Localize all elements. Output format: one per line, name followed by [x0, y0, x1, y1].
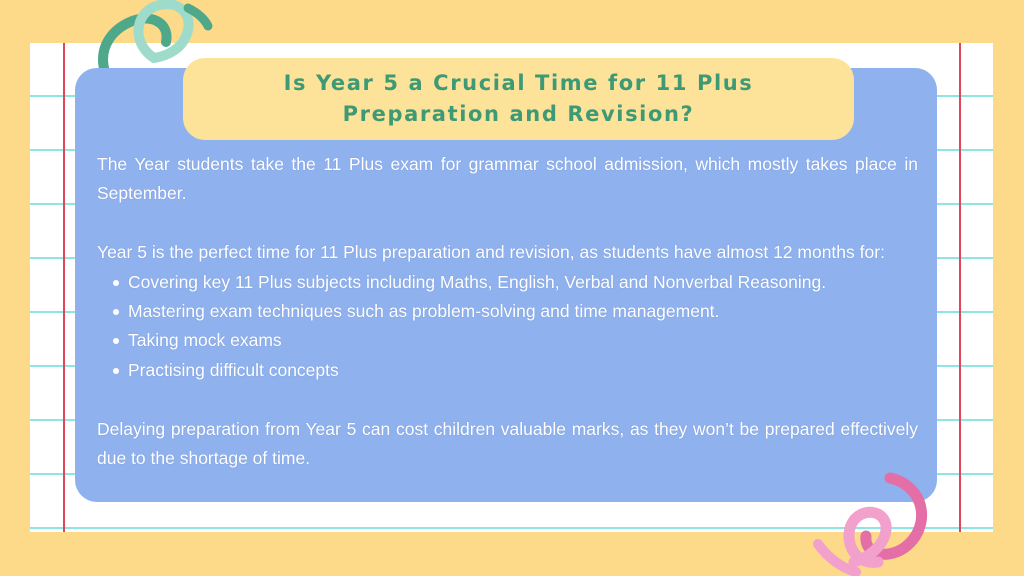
list-item: Practising difficult concepts	[112, 356, 918, 385]
title-banner	[183, 58, 854, 140]
list-item: Taking mock exams	[112, 326, 918, 355]
left-margin-line	[63, 43, 65, 532]
closing-paragraph: Delaying preparation from Year 5 can cost children valuable marks, as they won’t be prepared effectively due to the shortage of time.	[97, 418, 918, 469]
list-item: Covering key 11 Plus subjects including Maths, English, Verbal and Nonverbal Reasoning.	[112, 268, 918, 297]
right-margin-line	[959, 43, 961, 532]
page-title: Is Year 5 a Crucial Time for 11 Plus Preparation and Revision?	[283, 71, 754, 126]
list-item: Mastering exam techniques such as problem-solving and time management.	[112, 297, 918, 326]
bullet-list	[97, 268, 918, 386]
lead-in-paragraph: Year 5 is the perfect time for 11 Plus preparation and revision, as students have almost 12 months for:	[97, 242, 885, 263]
pink-ribbon-swirl-icon	[808, 472, 938, 576]
content-text	[97, 150, 918, 473]
intro-paragraph: The Year students take the 11 Plus exam for grammar school admission, which mostly takes place in September.	[97, 154, 918, 204]
